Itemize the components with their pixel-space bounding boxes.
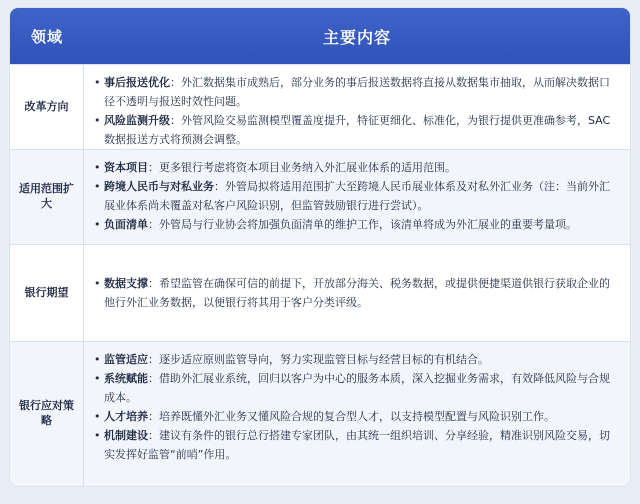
list-item — [94, 407, 618, 426]
row-content — [84, 245, 630, 341]
item-title: 资本项目 — [104, 161, 148, 174]
item-title: 事后报送优化 — [104, 76, 170, 89]
table-row-scope-expansion — [10, 149, 630, 244]
table-row-reform-direction — [10, 64, 630, 149]
list-item — [94, 215, 618, 234]
bullet-icon: • — [94, 429, 101, 442]
row-label: 改革方向 — [10, 65, 84, 149]
item-text: ：外管风险交易监测模型覆盖度提升，特征更细化、标准化，为银行提供更准确参考，SAC数据报送方式将预测会调整。 — [104, 114, 611, 146]
item-text: ：培养既懂外汇业务又懂风险合规的复合型人才，以支持模型配置与风险识别工作。 — [148, 410, 555, 423]
item-text: ：建议有条件的银行总行搭建专家团队，由其统一组织培训、分享经验，精准识别风险交易，切实发挥好监管“前哨”作用。 — [104, 429, 610, 461]
list-item — [94, 73, 618, 111]
bullet-icon: • — [94, 372, 101, 385]
table-row-bank-expectation — [10, 244, 630, 341]
list-item — [94, 111, 618, 149]
bullet-icon: • — [94, 218, 101, 231]
item-text: ：外管局拟将适用范围扩大至跨境人民币展业体系及对私外汇业务（注：当前外汇展业体系尚未覆盖对私客户风险识别，但监管鼓励银行进行尝试）。 — [104, 180, 610, 212]
content-table — [10, 8, 630, 486]
bullet-icon: • — [94, 277, 101, 290]
item-title: 风险监测升级 — [104, 114, 170, 127]
item-title: 监管适应 — [104, 353, 148, 366]
row-content — [84, 65, 630, 149]
row-content — [84, 150, 630, 244]
list-item — [94, 350, 618, 369]
item-text: ：外汇数据集市成熟后，部分业务的事后报送数据将直接从数据集市抽取，从而解决数据口径不透明与报送时效性问题。 — [104, 76, 610, 108]
list-item — [94, 426, 618, 464]
item-title: 系统赋能 — [104, 372, 148, 385]
list-item — [94, 369, 618, 407]
row-label: 银行期望 — [10, 245, 84, 341]
item-title: 跨境人民币与对私业务 — [104, 180, 214, 193]
bullet-icon: • — [94, 114, 101, 127]
row-label: 适用范围扩大 — [10, 150, 84, 244]
item-text: ：希望监管在确保可信的前提下，开放部分海关、税务数据，或提供便捷渠道供银行获取企业的他行外汇业务数据，以便银行将其用于客户分类评级。 — [104, 277, 610, 309]
list-item — [94, 274, 618, 312]
item-text: ：逐步适应原则监管导向，努力实现监管目标与经营目标的有机结合。 — [148, 353, 489, 366]
table-row-bank-strategy — [10, 341, 630, 486]
item-title: 数据支撑 — [104, 277, 148, 290]
item-title: 机制建设 — [104, 429, 148, 442]
header-domain: 领域 — [30, 27, 63, 46]
bullet-icon: • — [94, 410, 101, 423]
list-item — [94, 177, 618, 215]
row-content — [84, 342, 630, 486]
item-text: ：借助外汇展业系统，回归以客户为中心的服务本质，深入挖掘业务需求，有效降低风险与合规成本。 — [104, 372, 610, 404]
list-item — [94, 158, 618, 177]
bullet-icon: • — [94, 353, 101, 366]
table-header — [10, 8, 630, 64]
item-text: ：外管局与行业协会将加强负面清单的维护工作，该清单将成为外汇展业的重要考量项。 — [148, 218, 577, 231]
item-title: 负面清单 — [104, 218, 148, 231]
item-title: 人才培养 — [104, 410, 148, 423]
bullet-icon: • — [94, 76, 101, 89]
item-text: ：更多银行考虑将资本项目业务纳入外汇展业体系的适用范围。 — [148, 161, 456, 174]
row-label: 银行应对策略 — [10, 342, 84, 486]
bullet-icon: • — [94, 180, 101, 193]
bullet-icon: • — [94, 161, 101, 174]
header-main-content: 主要内容 — [322, 27, 391, 47]
